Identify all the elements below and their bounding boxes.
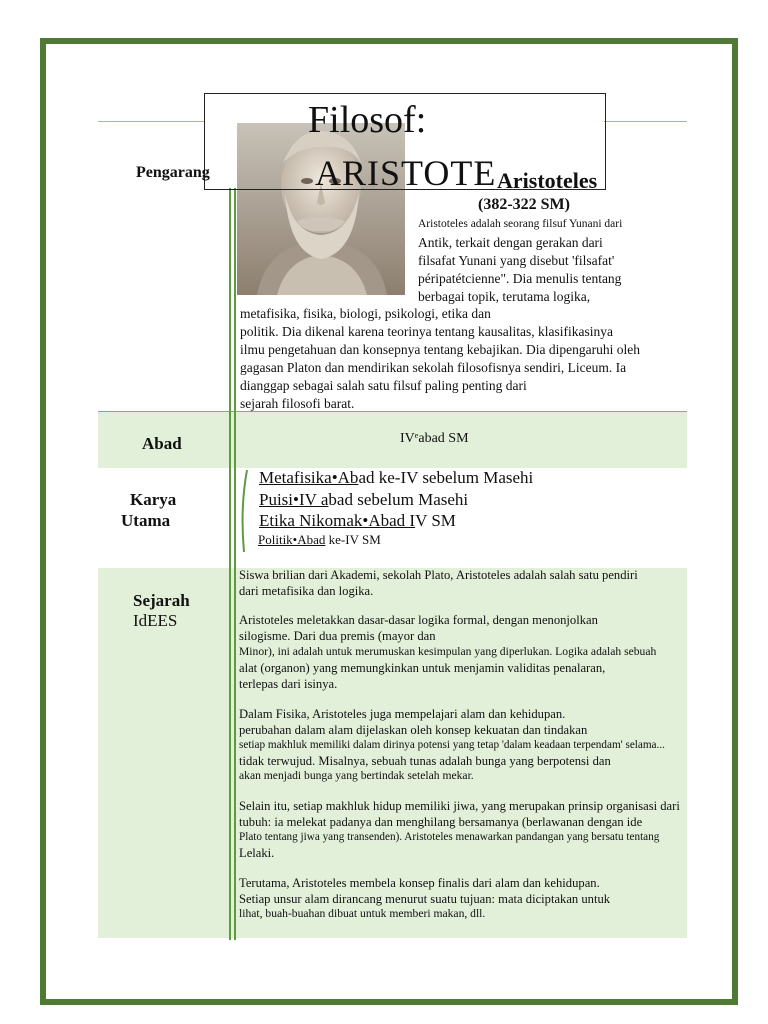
works-bracket — [238, 468, 250, 554]
label-idees: IdEES — [133, 611, 178, 630]
history-line: perubahan dalam alam dijelaskan oleh konsep kekuatan dan tindakan — [239, 723, 588, 737]
bio-line: ilmu pengetahuan dan konsepnya tentang kebajikan. Dia dipengaruhi oleh — [240, 342, 641, 357]
bio-line: filsafat Yunani yang disebut 'filsafat' — [418, 253, 615, 268]
page-title: Filosof: — [308, 99, 427, 141]
work-date: V SM — [415, 511, 456, 530]
bio-line: Aristoteles adalah seorang filsuf Yunani dari — [418, 218, 623, 230]
label-karya: Karya — [130, 490, 177, 509]
bio-line: péripatétcienne". Dia menulis tentang — [418, 271, 622, 286]
top-rule-left — [98, 121, 204, 122]
column-divider-2 — [234, 188, 236, 940]
history-line: Plato tentang jiwa yang transenden). Aristoteles menawarkan pandangan yang bersatu tentang — [239, 831, 660, 843]
bio-line: politik. Dia dikenal karena teorinya tentang kausalitas, klasifikasinya — [240, 324, 614, 339]
history-line: Setiap unsur alam dirancang menurut suatu tujuan: mata diciptakan untuk — [239, 892, 611, 906]
bio-line: berbagai topik, terutama logika, — [418, 289, 591, 304]
label-utama: Utama — [121, 511, 171, 530]
work-date: bad sebelum Masehi — [328, 490, 469, 509]
column-divider-1 — [229, 188, 231, 940]
work-title: Politik•Abad — [258, 532, 326, 547]
work-item — [259, 490, 468, 510]
history-line: dari metafisika dan logika. — [239, 584, 374, 598]
work-item — [259, 511, 456, 531]
history-line: lihat, buah-buahan dibuat untuk memberi makan, dll. — [239, 907, 486, 920]
work-title: Metafisika•Ab — [259, 468, 359, 487]
bio-line: Antik, terkait dengan gerakan dari — [418, 235, 603, 250]
history-line: Lelaki. — [239, 846, 275, 860]
bio-line: metafisika, fisika, biologi, psikologi, etika dan — [240, 306, 491, 321]
work-item — [258, 532, 381, 548]
history-line: alat (organon) yang memungkinkan untuk menjamin validitas penalaran, — [239, 661, 606, 675]
history-line: akan menjadi bunga yang bertindak setelah mekar. — [239, 769, 474, 782]
work-date: ad ke-IV sebelum Masehi — [358, 468, 534, 487]
work-date: ke-IV SM — [325, 532, 381, 547]
label-abad: Abad — [142, 434, 182, 453]
history-line: Terutama, Aristoteles membela konsep finalis dari alam dan kehidupan. — [239, 876, 600, 890]
top-rule-right — [604, 121, 687, 122]
work-title: Puisi•IV a — [259, 490, 329, 509]
history-line: Siswa brilian dari Akademi, sekolah Plato, Aristoteles adalah salah satu pendiri — [239, 568, 638, 582]
page-title-name: ARISTOTE — [315, 153, 497, 193]
philosopher-name: Aristoteles — [497, 168, 598, 193]
bio-line: dianggap sebagai salah satu filsuf paling penting dari — [240, 378, 527, 393]
abad-row-bg — [98, 412, 687, 468]
history-line: Minor), ini adalah untuk merumuskan kesimpulan yang diperlukan. Logika adalah sebuah — [239, 645, 657, 658]
history-line: Selain itu, setiap makhluk hidup memiliki jiwa, yang merupakan prinsip organisasi dari — [239, 799, 680, 813]
history-line: silogisme. Dari dua premis (mayor dan — [239, 629, 436, 643]
work-item — [259, 468, 533, 488]
label-pengarang: Pengarang — [136, 164, 210, 181]
bio-line: sejarah filosofi barat. — [240, 396, 355, 411]
philosopher-years: (382-322 SM) — [478, 196, 570, 213]
history-line: Aristoteles meletakkan dasar-dasar logika formal, dengan menonjolkan — [239, 613, 598, 627]
history-line: terlepas dari isinya. — [239, 677, 338, 691]
history-line: setiap makhluk memiliki dalam dirinya potensi yang tetap 'dalam keadaan terpendam' selama... — [239, 739, 665, 751]
label-sejarah: Sejarah — [133, 591, 190, 610]
history-line: Dalam Fisika, Aristoteles juga mempelajari alam dan kehidupan. — [239, 707, 566, 721]
history-line: tidak terwujud. Misalnya, sebuah tunas adalah bunga yang berpotensi dan — [239, 754, 611, 768]
bio-line: gagasan Platon dan mendirikan sekolah filosofisnya sendiri, Liceum. Ia — [240, 360, 627, 375]
history-line: tubuh: ia melekat padanya dan menghilang bersamanya (berlawanan dengan ide — [239, 815, 643, 829]
abad-value: IVᵉabad SM — [400, 431, 469, 446]
work-title: Etika Nikomak•Abad I — [259, 511, 416, 530]
